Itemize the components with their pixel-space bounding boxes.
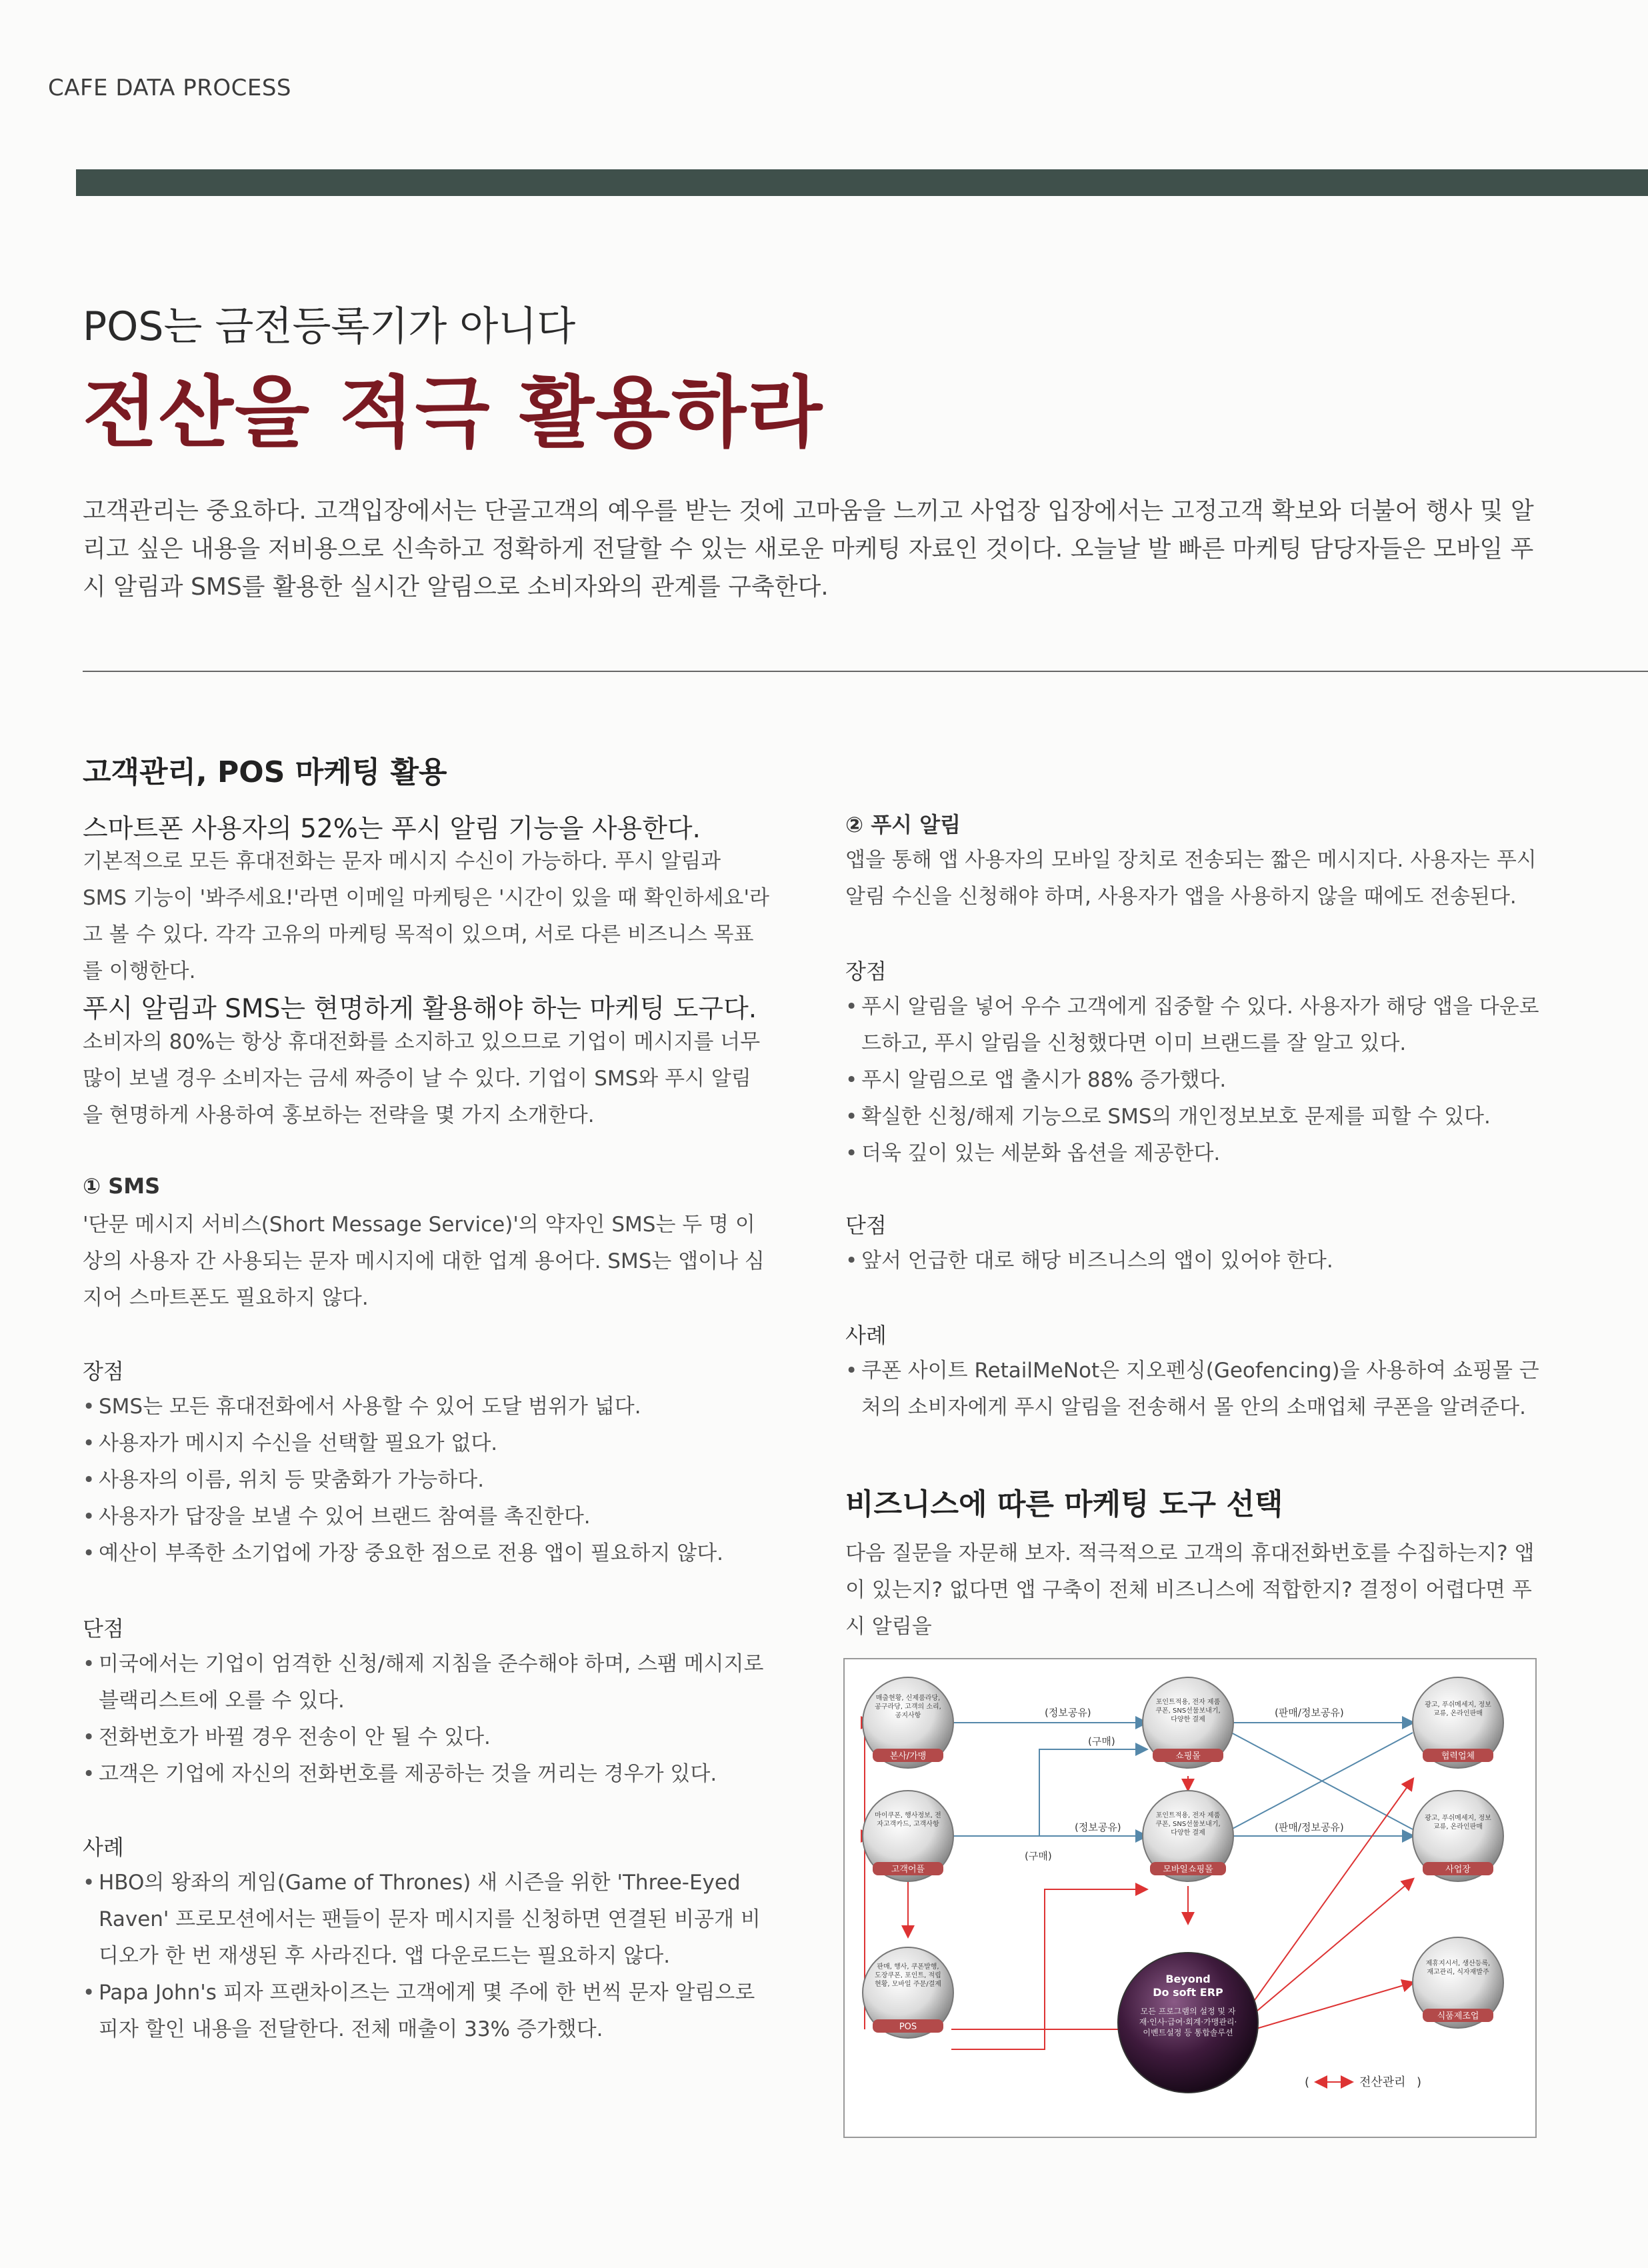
- node-pos: [863, 1947, 953, 2038]
- node-text: 포인트적용, 전자 제품쿠폰, SNS선물보내기, 다양한 결제: [1155, 1699, 1221, 1723]
- erp-title-2: Do soft ERP: [1153, 1986, 1223, 1999]
- svg-text:(: (: [1305, 2075, 1310, 2089]
- list-item: • 예산이 부족한 소기업에 가장 중요한 점으로 전용 앱이 필요하지 않다.: [83, 1535, 769, 1572]
- node-customer-app: [863, 1791, 953, 1881]
- node-label: 본사/가맹: [889, 1751, 927, 1761]
- node-label: 쇼핑몰: [1175, 1751, 1201, 1761]
- left-cons-label: 단점: [83, 1616, 124, 1641]
- node-food-manufacturer: [1413, 1937, 1503, 2028]
- node-text: 판매, 행사, 쿠폰발행, 도장쿠폰, 포인트, 적립현황, 모바일 주문/결제: [875, 1963, 941, 1988]
- node-text: 마이쿠폰, 행사정보, 전자고객카드, 고객사항: [875, 1812, 941, 1828]
- right-pros-label: 장점: [845, 959, 887, 984]
- list-item: • HBO의 왕좌의 게임(Game of Thrones) 새 시즌을 위한 'Three-Eyed Raven' 프로모션에서는 팬들이 문자 메시지를 신청하면 연결된 비공개 비디오가 한 번 재생된 후 사라진다. 앱 다운로드는 필요하지 않다.: [83, 1865, 769, 1975]
- push-paragraph: 앱을 통해 앱 사용자의 모바일 장치로 전송되는 짧은 메시지다. 사용자는 푸시 알림 수신을 신청해야 하며, 사용자가 앱을 사용하지 않을 때에도 전송된다.: [845, 848, 1537, 909]
- node-shopping-mall: [1143, 1677, 1233, 1768]
- list-item: • Papa John's 피자 프랜차이즈는 고객에게 몇 주에 한 번씩 문자 알림으로 피자 할인 내용을 전달한다. 전체 매출이 33% 증가했다.: [83, 1975, 769, 2048]
- process-diagram: [843, 1658, 1537, 2138]
- right-pros-list: [845, 989, 1543, 1172]
- edge-label-info-share-2: (정보공유): [1075, 1821, 1121, 1833]
- node-label: 식품제조업: [1437, 2011, 1479, 2021]
- section-right-paragraph: 다음 질문을 자문해 보자. 적극적으로 고객의 휴대전화번호를 수집하는지? 앱이 있는지? 없다면 앱 구축이 전체 비즈니스에 적합한지? 결정이 어렵다면 푸시 알림을: [845, 1541, 1535, 1639]
- diagram-legend: [1305, 2075, 1421, 2089]
- right-cases-list: [845, 1353, 1543, 1426]
- node-headquarters: [863, 1677, 953, 1768]
- node-text: 매출현황, 신제품라당, 공구라당, 고객의 소리, 공지사항: [875, 1695, 941, 1719]
- right-cons-label: 단점: [845, 1213, 887, 1238]
- node-text: 광고, 푸쉬메세지, 정보교류, 온라인판매: [1425, 1815, 1491, 1831]
- list-item: • SMS는 모든 휴대전화에서 사용할 수 있어 도달 범위가 넓다.: [83, 1389, 769, 1425]
- edge-label-sales-share-2: (판매/정보공유): [1275, 1821, 1344, 1833]
- running-head: CAFE DATA PROCESS: [48, 75, 292, 101]
- list-item: • 고객은 기업에 자신의 전화번호를 제공하는 것을 꺼리는 경우가 있다.: [83, 1756, 769, 1793]
- top-bar: [76, 169, 1648, 196]
- left-cons-list: [83, 1646, 769, 1793]
- push-title: ② 푸시 알림: [845, 812, 961, 837]
- left-pros-list: [83, 1389, 769, 1572]
- node-label: 협력업체: [1441, 1751, 1475, 1761]
- lead-2: 푸시 알림과 SMS는 현명하게 활용해야 하는 마케팅 도구다.: [83, 994, 757, 1024]
- list-item: • 쿠폰 사이트 RetailMeNot은 지오펜싱(Geofencing)을 사용하여 쇼핑몰 근처의 소비자에게 푸시 알림을 전송해서 몰 안의 소매업체 쿠폰을 알려준다.: [845, 1353, 1543, 1426]
- intro-paragraph: 고객관리는 중요하다. 고객입장에서는 단골고객의 예우를 받는 것에 고마움을 느끼고 사업장 입장에서는 고정고객 확보와 더불어 행사 및 알리고 싶은 내용을 저비용으로 신속하고 정확하게 전달할 수 있는 새로운 마케팅 자료인 것이다. 오늘날 발 빠른 마케팅 담당자들은 모바일 푸시 알림과 SMS를 활용한 실시간 알림으로 소비자와의 관계를 구축한다.: [83, 497, 1534, 601]
- left-cases-list: [83, 1865, 769, 2048]
- edge-label-sales-share-1: (판매/정보공유): [1275, 1707, 1344, 1719]
- para-2: 소비자의 80%는 항상 휴대전화를 소지하고 있으므로 기업이 메시지를 너무 많이 보낼 경우 소비자는 금세 짜증이 날 수 있다. 기업이 SMS와 푸시 알림을 현명하게 사용하여 홍보하는 전략을 몇 가지 소개한다.: [83, 1030, 761, 1127]
- list-item: • 앞서 언급한 대로 해당 비즈니스의 앱이 있어야 한다.: [845, 1243, 1543, 1279]
- list-item: • 사용자가 답장을 보낼 수 있어 브랜드 참여를 촉진한다.: [83, 1499, 769, 1535]
- edge-label-info-share-1: (정보공유): [1045, 1707, 1091, 1719]
- node-label: POS: [899, 2022, 917, 2032]
- erp-text: 모든 프로그램의 설정 및 자재·인사·급여·회계·가맹관리·이벤트설정 등 통합솔루션: [1139, 2007, 1237, 2037]
- sms-paragraph: '단문 메시지 서비스(Short Message Service)'의 약자인 SMS는 두 명 이상의 사용자 간 사용되는 문자 메시지에 대한 업계 용어다. SMS는 앱이나 심지어 스마트폰도 필요하지 않다.: [83, 1213, 765, 1310]
- node-text: 제휴지시서, 생산등록, 재고관리, 식자재발주: [1425, 1960, 1491, 1976]
- section-title-right: 비즈니스에 따른 마케팅 도구 선택: [845, 1487, 1283, 1521]
- node-text: 광고, 푸쉬메세지, 정보교류, 온라인판매: [1425, 1701, 1491, 1717]
- erp-title: Beyond: [1165, 1973, 1211, 1985]
- list-item: • 미국에서는 기업이 엄격한 신청/해제 지침을 준수해야 하며, 스팸 메시지로 블랙리스트에 오를 수 있다.: [83, 1646, 769, 1719]
- node-mobile-mall: [1143, 1791, 1233, 1881]
- node-partner: [1413, 1677, 1503, 1768]
- right-cases-label: 사례: [845, 1323, 887, 1348]
- left-cases-label: 사례: [83, 1835, 124, 1860]
- legend-label: 전산관리: [1359, 2075, 1406, 2089]
- node-label: 모바일쇼핑몰: [1163, 1865, 1213, 1875]
- list-item: • 전화번호가 바뀔 경우 전송이 안 될 수 있다.: [83, 1719, 769, 1756]
- node-label: 고객어플: [891, 1865, 925, 1875]
- sms-title: ① SMS: [83, 1173, 161, 1199]
- list-item: • 더욱 깊이 있는 세분화 옵션을 제공한다.: [845, 1135, 1543, 1172]
- right-cons-list: [845, 1243, 1543, 1279]
- list-item: • 사용자가 메시지 수신을 선택할 필요가 없다.: [83, 1425, 769, 1462]
- list-item: • 사용자의 이름, 위치 등 맞춤화가 가능하다.: [83, 1462, 769, 1499]
- svg-text:): ): [1417, 2075, 1422, 2089]
- headline: 전산을 적극 활용하라: [83, 368, 824, 458]
- edge-label-purchase-2: (구매): [1025, 1850, 1052, 1862]
- node-business: [1413, 1791, 1503, 1881]
- list-item: • 푸시 알림으로 앱 출시가 88% 증가했다.: [845, 1062, 1543, 1099]
- diagram-svg: [845, 1659, 1535, 2137]
- kicker: POS는 금전등록기가 아니다: [83, 303, 576, 350]
- divider: [83, 671, 1648, 672]
- list-item: • 푸시 알림을 넣어 우수 고객에게 집중할 수 있다. 사용자가 해당 앱을 다운로드하고, 푸시 알림을 신청했다면 이미 브랜드를 잘 알고 있다.: [845, 989, 1543, 1062]
- left-pros-label: 장점: [83, 1359, 124, 1384]
- node-label: 사업장: [1445, 1865, 1471, 1875]
- node-text: 포인트적용, 전자 제품쿠폰, SNS선물보내기, 다양한 결제: [1155, 1812, 1221, 1837]
- lead-1: 스마트폰 사용자의 52%는 푸시 알림 기능을 사용한다.: [83, 814, 701, 844]
- list-item: • 확실한 신청/해제 기능으로 SMS의 개인정보보호 문제를 피할 수 있다.: [845, 1099, 1543, 1135]
- node-erp: [1118, 1953, 1258, 2093]
- para-1: 기본적으로 모든 휴대전화는 문자 메시지 수신이 가능하다. 푸시 알림과 SMS 기능이 '봐주세요!'라면 이메일 마케팅은 '시간이 있을 때 확인하세요'라고 볼 수 있다. 각각 고유의 마케팅 목적이 있으며, 서로 다른 비즈니스 목표를 이행한다.: [83, 849, 769, 983]
- edge-label-purchase-1: (구매): [1088, 1735, 1115, 1747]
- section-title-left: 고객관리, POS 마케팅 활용: [83, 755, 447, 789]
